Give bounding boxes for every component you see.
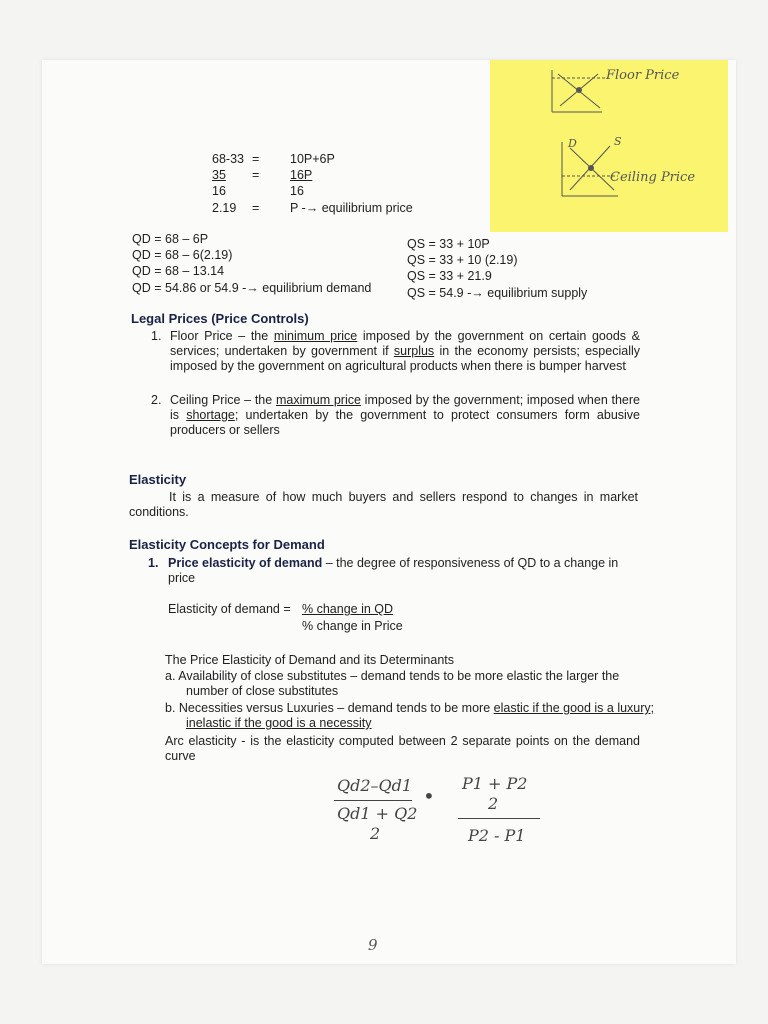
- eq-row-right: 10P+6P: [290, 152, 335, 166]
- formula-label: Elasticity of demand =: [168, 602, 291, 616]
- list-number: 1.: [148, 556, 159, 570]
- eq-row-eq: =: [252, 201, 260, 215]
- eq-row-eq: =: [252, 168, 260, 182]
- elasticity-definition: It is a measure of how much buyers and sellers respond to changes in market conditions.: [129, 490, 638, 519]
- determinant-substitutes: a. Availability of close substitutes – demand tends to be more elastic the larger the number of close substitutes: [165, 669, 620, 698]
- formula-num1: Qd2–Qd1: [337, 776, 413, 795]
- list-number: 1.: [151, 329, 162, 343]
- elasticity-heading: Elasticity: [129, 472, 187, 487]
- supply-curve-label: S: [614, 135, 622, 148]
- formula-num2b: 2: [488, 794, 499, 813]
- supply-line: QS = 33 + 21.9: [407, 269, 492, 283]
- formula-denominator: % change in Price: [302, 619, 403, 633]
- list-number: 2.: [151, 393, 162, 407]
- demand-curve-label: D: [568, 137, 577, 150]
- arc-elasticity-definition: Arc elasticity - is the elasticity computed between 2 separate points on the demand curve: [165, 734, 641, 763]
- formula-den1b: 2: [370, 824, 381, 843]
- eq-row-left: 16: [212, 184, 226, 198]
- supply-line: QS = 33 + 10 (2.19): [407, 253, 518, 267]
- supply-line: QS = 54.9 -→ equilibrium supply: [407, 286, 588, 300]
- eq-row-left: 2.19: [212, 201, 237, 215]
- sticky-note: [490, 60, 728, 232]
- sticky-note-graphs: [490, 60, 728, 232]
- formula-num2a: P1 + P2: [462, 774, 528, 793]
- floor-price-definition: Floor Price – the minimum price imposed by the government on certain goods & services; undertaken by government if surplus in the economy persists; especially imposed by the government on agricultural products when there is bumper harvest: [170, 329, 640, 373]
- ceiling-price-label: Ceiling Price: [610, 170, 696, 185]
- eq-row-left: 35: [212, 168, 226, 182]
- eq-row-right: 16: [290, 184, 304, 198]
- ceiling-price-definition: Ceiling Price – the maximum price imposed by the government; imposed when there is shortage; undertaken by the government to protect consumers form abusive producers or sellers: [170, 393, 640, 437]
- determinant-necessities: b. Necessities versus Luxuries – demand tends to be more elastic if the good is a luxury; inelastic if the good is a necessity: [165, 701, 655, 730]
- formula-den2: P2 - P1: [468, 826, 526, 845]
- demand-line: QD = 68 – 13.14: [132, 264, 225, 278]
- eq-row-left: 68-33: [212, 152, 244, 166]
- page-number: 9: [368, 936, 378, 954]
- formula-numerator: % change in QD: [302, 602, 394, 616]
- demand-line: QD = 54.86 or 54.9 -→ equilibrium demand: [132, 281, 372, 295]
- floor-price-label: Floor Price: [606, 68, 680, 83]
- legal-prices-heading: Legal Prices (Price Controls): [131, 311, 309, 326]
- price-elasticity-definition: Price elasticity of demand – the degree of responsiveness of QD to a change in price: [168, 556, 619, 585]
- eq-row-eq: =: [252, 152, 260, 166]
- supply-line: QS = 33 + 10P: [407, 237, 490, 251]
- multiply-dot: •: [423, 784, 435, 808]
- elasticity-concepts-heading: Elasticity Concepts for Demand: [129, 537, 325, 552]
- demand-line: QD = 68 – 6(2.19): [132, 248, 233, 262]
- eq-row-right: 16P: [290, 168, 313, 182]
- demand-line: QD = 68 – 6P: [132, 232, 209, 246]
- fraction-bar: [334, 800, 412, 801]
- formula-den1a: Qd1 + Q2: [337, 804, 418, 823]
- fraction-bar: [458, 818, 540, 819]
- eq-row-right: P -→ equilibrium price: [290, 201, 413, 215]
- determinants-title: The Price Elasticity of Demand and its Determinants: [165, 653, 455, 667]
